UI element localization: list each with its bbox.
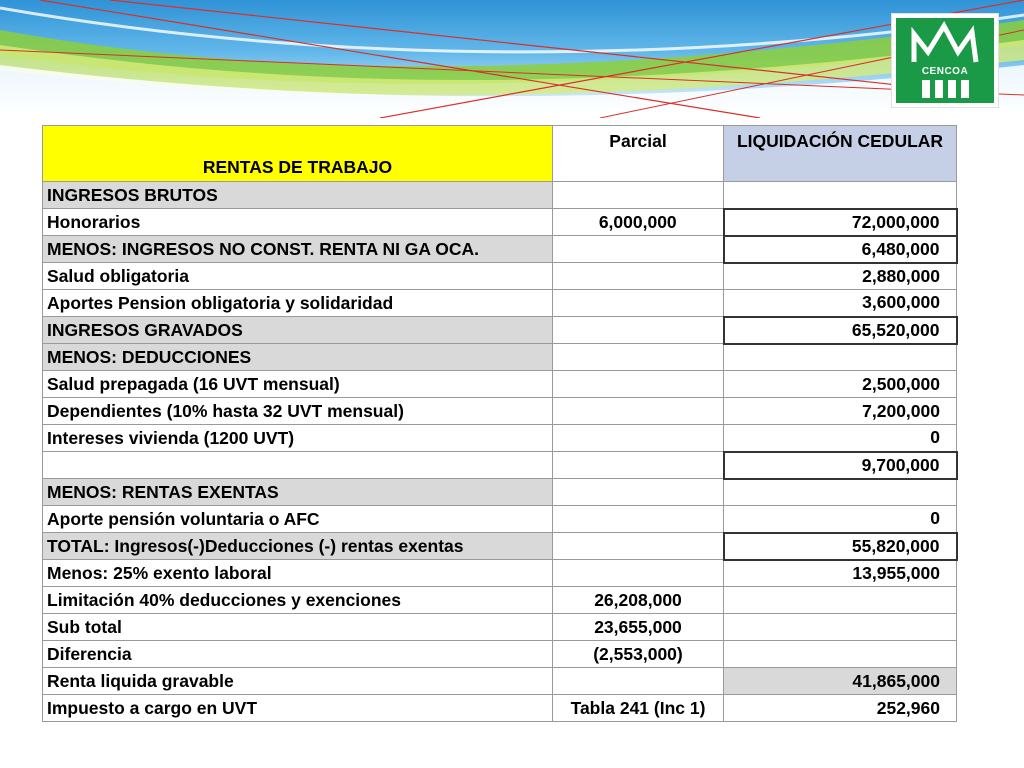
table-row xyxy=(43,560,957,587)
row-liquidacion: 3,600,000 xyxy=(724,290,957,317)
logo-text: CENCOA xyxy=(921,66,969,77)
table-row xyxy=(43,614,957,641)
row-label: Menos: 25% exento laboral xyxy=(43,560,553,587)
row-liquidacion: 2,880,000 xyxy=(724,263,957,290)
header-liquidacion: LIQUIDACIÓN CEDULAR xyxy=(724,126,957,182)
row-parcial xyxy=(553,452,724,479)
row-label: Diferencia xyxy=(43,641,553,668)
row-label: Renta liquida gravable xyxy=(43,668,553,695)
row-parcial xyxy=(553,317,724,344)
header-rentas: RENTAS DE TRABAJO xyxy=(43,126,553,182)
table-row xyxy=(43,317,957,344)
table-row xyxy=(43,182,957,209)
row-liquidacion: 13,955,000 xyxy=(724,560,957,587)
row-liquidacion: 41,865,000 xyxy=(724,668,957,695)
row-label: MENOS: INGRESOS NO CONST. RENTA NI GA OCA. xyxy=(43,236,553,263)
row-liquidacion xyxy=(724,587,957,614)
table-row xyxy=(43,452,957,479)
row-liquidacion: 65,520,000 xyxy=(724,317,957,344)
row-label: TOTAL: Ingresos(-)Deducciones (-) rentas exentas xyxy=(43,533,553,560)
row-liquidacion xyxy=(724,182,957,209)
row-label xyxy=(43,452,553,479)
row-label: Sub total xyxy=(43,614,553,641)
row-parcial xyxy=(553,398,724,425)
row-liquidacion: 72,000,000 xyxy=(724,209,957,236)
row-parcial xyxy=(553,344,724,371)
row-liquidacion: 0 xyxy=(724,425,957,452)
row-parcial xyxy=(553,182,724,209)
row-label: Aporte pensión voluntaria o AFC xyxy=(43,506,553,533)
row-label: INGRESOS GRAVADOS xyxy=(43,317,553,344)
table-row xyxy=(43,236,957,263)
row-label: INGRESOS BRUTOS xyxy=(43,182,553,209)
row-liquidacion xyxy=(724,344,957,371)
banner-graphic xyxy=(0,0,1024,118)
row-parcial xyxy=(553,533,724,560)
row-parcial: (2,553,000) xyxy=(553,641,724,668)
table-row xyxy=(43,479,957,506)
row-liquidacion: 55,820,000 xyxy=(724,533,957,560)
table-row xyxy=(43,533,957,560)
row-liquidacion: 252,960 xyxy=(724,695,957,722)
table-row xyxy=(43,587,957,614)
row-parcial xyxy=(553,560,724,587)
row-label: MENOS: DEDUCCIONES xyxy=(43,344,553,371)
row-parcial xyxy=(553,371,724,398)
row-parcial xyxy=(553,263,724,290)
table-row xyxy=(43,209,957,236)
row-liquidacion: 7,200,000 xyxy=(724,398,957,425)
table-row xyxy=(43,425,957,452)
row-parcial xyxy=(553,479,724,506)
row-label: Dependientes (10% hasta 32 UVT mensual) xyxy=(43,398,553,425)
row-label: Intereses vivienda (1200 UVT) xyxy=(43,425,553,452)
row-parcial: 23,655,000 xyxy=(553,614,724,641)
table-row xyxy=(43,641,957,668)
table-row xyxy=(43,398,957,425)
row-liquidacion: 0 xyxy=(724,506,957,533)
table-row xyxy=(43,344,957,371)
row-liquidacion xyxy=(724,479,957,506)
row-liquidacion: 6,480,000 xyxy=(724,236,957,263)
row-parcial xyxy=(553,425,724,452)
table-header-row xyxy=(43,126,957,182)
liquidacion-table xyxy=(42,125,958,722)
row-liquidacion: 9,700,000 xyxy=(724,452,957,479)
row-label: Honorarios xyxy=(43,209,553,236)
row-parcial: 6,000,000 xyxy=(553,209,724,236)
cencoa-logo xyxy=(891,13,999,108)
row-label: Limitación 40% deducciones y exenciones xyxy=(43,587,553,614)
table-row xyxy=(43,371,957,398)
table-row xyxy=(43,695,957,722)
row-label: Impuesto a cargo en UVT xyxy=(43,695,553,722)
row-label: Salud obligatoria xyxy=(43,263,553,290)
row-parcial: 26,208,000 xyxy=(553,587,724,614)
row-parcial: Tabla 241 (Inc 1) xyxy=(553,695,724,722)
table-row xyxy=(43,668,957,695)
row-liquidacion xyxy=(724,614,957,641)
row-liquidacion xyxy=(724,641,957,668)
row-label: Salud prepagada (16 UVT mensual) xyxy=(43,371,553,398)
row-label: MENOS: RENTAS EXENTAS xyxy=(43,479,553,506)
table-row xyxy=(43,290,957,317)
row-parcial xyxy=(553,506,724,533)
row-liquidacion: 2,500,000 xyxy=(724,371,957,398)
row-label: Aportes Pension obligatoria y solidaridad xyxy=(43,290,553,317)
header-parcial: Parcial xyxy=(553,126,724,182)
row-parcial xyxy=(553,236,724,263)
logo-mark-icon xyxy=(892,14,998,107)
header-banner xyxy=(0,0,1024,118)
table-row xyxy=(43,506,957,533)
row-parcial xyxy=(553,290,724,317)
row-parcial xyxy=(553,668,724,695)
table-row xyxy=(43,263,957,290)
